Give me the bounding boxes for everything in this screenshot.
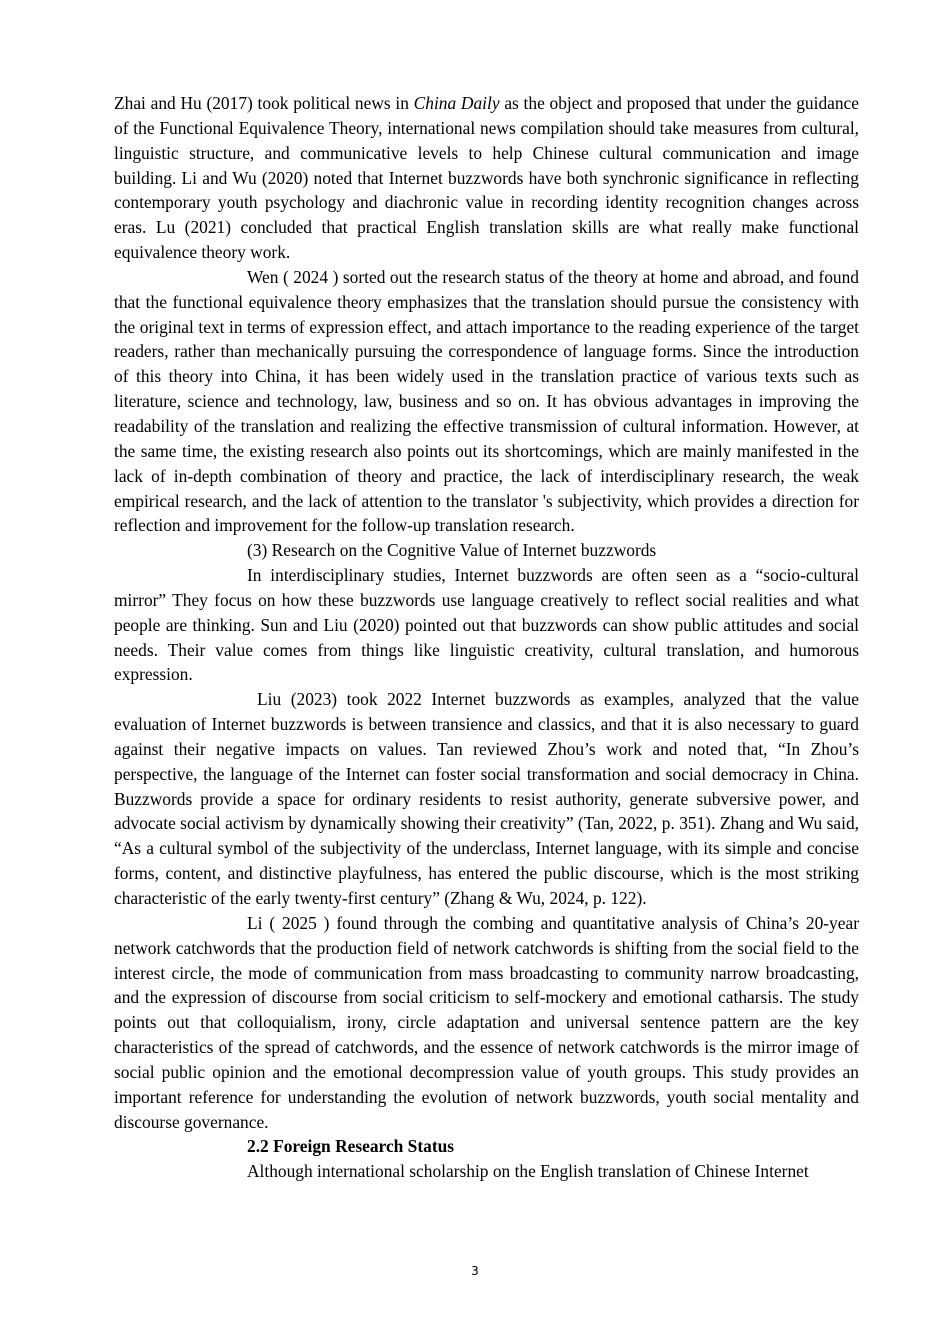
publication-title: China Daily xyxy=(413,93,500,113)
body-text xyxy=(114,91,859,1184)
paragraph-li: Li ( 2025 ) found through the combing and quantitative analysis of China’s 20-year network catchwords that the production field of network catchwords is shifting from the social field to the interest circle, the mode of communication from mass broadcasting to community narrow broadcasting, and the expression of discourse from social criticism to self-mockery and emotional catharsis. The study points out that colloquialism, irony, circle adaptation and universal sentence pattern are the key characteristics of the spread of catchwords, and the essence of network catchwords is the mirror image of social public opinion and the emotional decompression value of youth groups. This study provides an important reference for understanding the evolution of network buzzwords, youth social mentality and discourse governance. xyxy=(114,912,859,1132)
section-heading-foreign-research: 2.2 Foreign Research Status xyxy=(247,1136,455,1157)
paragraph-wen: Wen ( 2024 ) sorted out the research status of the theory at home and abroad, and found that the functional equivalence theory emphasizes that the translation should pursue the consistency with the original text in terms of expression effect, and attach importance to the reading experience of the target readers, rather than mechanically pursuing the correspondence of language forms. Since the introduction of this theory into China, it has been widely used in the translation practice of various texts such as literature, science and technology, law, business and so on. It has obvious advantages in improving the readability of the translation and realizing the effective transmission of cultural information. However, at the same time, the existing research also points out its shortcomings, which are mainly manifested in the lack of in-depth combination of theory and practice, the lack of interdisciplinary research, the weak empirical research, and the lack of attention to the translator 's subjectivity, which provides a direction for reflection and improvement for the follow-up translation research. xyxy=(114,266,859,536)
paragraph-text: Zhai and Hu (2017) took political news in xyxy=(114,93,414,113)
paragraph-text: as the object and proposed that under the guidance of the Functional Equivalence Theory, international news compilation should take measures from cultural, linguistic structure, and communicative levels to help Chinese cultural communication and image building. Li and Wu (2020) noted that Internet buzzwords have both synchronic significance in reflecting contemporary youth psychology and diachronic value in recording identity recognition changes across eras. Lu (2021) concluded that practical English translation skills are what really make functional equivalence theory work. xyxy=(114,93,859,263)
subheading-cognitive-value: (3) Research on the Cognitive Value of Internet buzzwords xyxy=(247,540,657,561)
page-number: 3 xyxy=(471,1264,479,1278)
paragraph-liu: Liu (2023) took 2022 Internet buzzwords as examples, analyzed that the value evaluation of Internet buzzwords is between transience and classics, and that it is also necessary to guard against their negative impacts on values. Tan reviewed Zhou’s work and noted that, “In Zhou’s perspective, the language of the Internet can foster social transformation and social democracy in China. Buzzwords provide a space for ordinary residents to resist authority, generate subversive power, and advocate social activism by dynamically showing their creativity” (Tan, 2022, p. 351). Zhang and Wu said, “As a cultural symbol of the subjectivity of the underclass, Internet language, with its simple and concise forms, content, and distinctive playfulness, has entered the public discourse, which is the most striking characteristic of the early twenty-first century” (Zhang & Wu, 2024, p. 122). xyxy=(114,689,859,908)
paragraph-interdisciplinary: In interdisciplinary studies, Internet buzzwords are often seen as a “socio-cultural mirror” They focus on how these buzzwords use language creatively to reflect social realities and what people are thinking. Sun and Liu (2020) pointed out that buzzwords can show public attitudes and social needs. Their value comes from things like linguistic creativity, cultural translation, and humorous expression. xyxy=(114,565,859,685)
paragraph-zhai-hu xyxy=(114,91,859,265)
paragraph-international: Although international scholarship on the English translation of Chinese Internet xyxy=(247,1161,809,1182)
